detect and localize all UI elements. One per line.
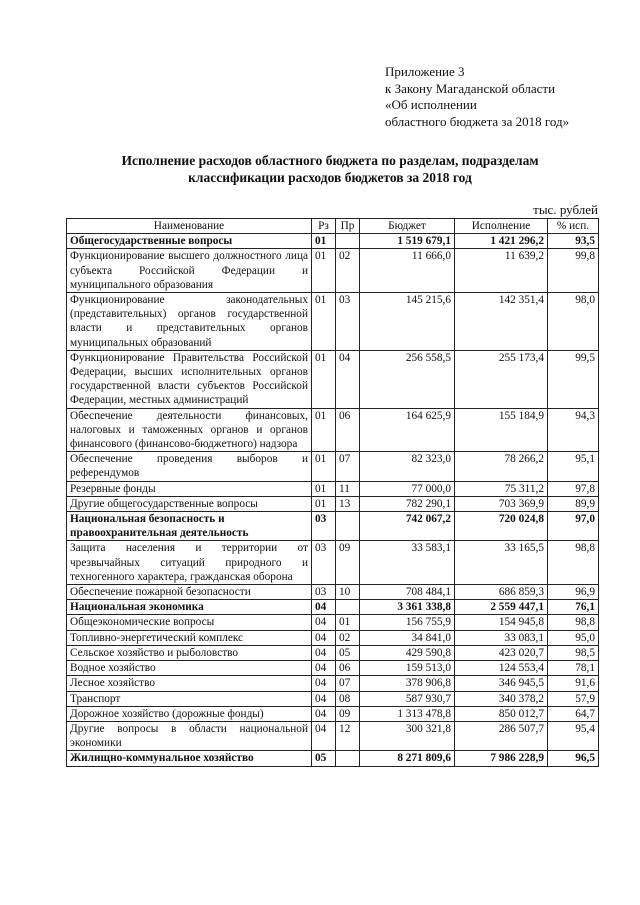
table-row <box>67 645 599 660</box>
row-budget-value: 164 625,9 <box>360 408 455 452</box>
row-section-code: 04 <box>312 615 336 630</box>
table-row <box>67 615 599 630</box>
row-section-code: 04 <box>312 706 336 721</box>
table-row <box>67 249 599 293</box>
row-execution-value: 11 639,2 <box>455 249 548 293</box>
row-subsection-code: 07 <box>336 676 360 691</box>
row-percent-value: 91,6 <box>548 676 599 691</box>
row-section-code: 04 <box>312 645 336 660</box>
row-execution-value: 255 173,4 <box>455 350 548 408</box>
row-subsection-code <box>336 751 360 766</box>
row-subsection-code: 02 <box>336 249 360 293</box>
row-execution-value: 78 266,2 <box>455 452 548 481</box>
table-row <box>67 691 599 706</box>
row-name: Другие общегосударственные вопросы <box>67 496 312 511</box>
annex-line: Приложение 3 <box>385 64 465 79</box>
table-row <box>67 751 599 766</box>
row-budget-value: 256 558,5 <box>360 350 455 408</box>
row-section-code: 04 <box>312 721 336 750</box>
row-percent-value: 78,1 <box>548 661 599 676</box>
row-percent-value: 76,1 <box>548 600 599 615</box>
row-section-code: 04 <box>312 600 336 615</box>
row-budget-value: 587 930,7 <box>360 691 455 706</box>
row-name: Топливно-энергетический комплекс <box>67 630 312 645</box>
row-budget-value: 11 666,0 <box>360 249 455 293</box>
budget-table <box>66 218 599 767</box>
row-execution-value: 33 083,1 <box>455 630 548 645</box>
row-budget-value: 156 755,9 <box>360 615 455 630</box>
row-budget-value: 3 361 338,8 <box>360 600 455 615</box>
row-subsection-code: 12 <box>336 721 360 750</box>
row-execution-value: 423 020,7 <box>455 645 548 660</box>
header-rz: Рз <box>312 219 336 234</box>
row-execution-value: 142 351,4 <box>455 293 548 351</box>
row-name: Обеспечение деятельности финансовых, налоговых и таможенных органов и органов финансового (финансово-бюджетного) надзора <box>67 408 312 452</box>
row-budget-value: 33 583,1 <box>360 541 455 585</box>
row-name: Обеспечение проведения выборов и референдумов <box>67 452 312 481</box>
row-subsection-code: 09 <box>336 706 360 721</box>
row-percent-value: 98,0 <box>548 293 599 351</box>
header-execution: Исполнение <box>455 219 548 234</box>
row-name: Национальная безопасность и правоохранительная деятельность <box>67 512 312 541</box>
row-budget-value: 708 484,1 <box>360 585 455 600</box>
row-name: Национальная экономика <box>67 600 312 615</box>
row-name: Водное хозяйство <box>67 661 312 676</box>
row-section-code: 01 <box>312 293 336 351</box>
row-name: Транспорт <box>67 691 312 706</box>
row-name: Другие вопросы в области национальной экономики <box>67 721 312 750</box>
row-execution-value: 346 945,5 <box>455 676 548 691</box>
row-execution-value: 154 945,8 <box>455 615 548 630</box>
annex-line: областного бюджета за 2018 год» <box>385 113 570 129</box>
row-percent-value: 97,8 <box>548 481 599 496</box>
row-percent-value: 98,8 <box>548 615 599 630</box>
table-row <box>67 600 599 615</box>
row-budget-value: 8 271 809,6 <box>360 751 455 766</box>
row-percent-value: 97,0 <box>548 512 599 541</box>
table-row <box>67 721 599 750</box>
row-execution-value: 686 859,3 <box>455 585 548 600</box>
row-execution-value: 720 024,8 <box>455 512 548 541</box>
row-percent-value: 95,0 <box>548 630 599 645</box>
row-subsection-code: 02 <box>336 630 360 645</box>
row-budget-value: 34 841,0 <box>360 630 455 645</box>
row-percent-value: 89,9 <box>548 496 599 511</box>
row-section-code: 01 <box>312 452 336 481</box>
title-line: классификации расходов бюджетов за 2018 год <box>188 170 472 185</box>
document-title <box>60 152 600 186</box>
row-subsection-code: 09 <box>336 541 360 585</box>
row-percent-value: 98,8 <box>548 541 599 585</box>
header-name: Наименование <box>67 219 312 234</box>
table-body <box>67 234 599 766</box>
row-percent-value: 99,5 <box>548 350 599 408</box>
row-subsection-code: 13 <box>336 496 360 511</box>
row-name: Дорожное хозяйство (дорожные фонды) <box>67 706 312 721</box>
table-row <box>67 496 599 511</box>
row-name: Функционирование Правительства Российской Федерации, высших исполнительных органов государственной власти субъектов Российской Федерации, местных администраций <box>67 350 312 408</box>
row-subsection-code: 07 <box>336 452 360 481</box>
row-execution-value: 75 311,2 <box>455 481 548 496</box>
table-row <box>67 585 599 600</box>
row-execution-value: 155 184,9 <box>455 408 548 452</box>
row-budget-value: 782 290,1 <box>360 496 455 511</box>
row-section-code: 04 <box>312 661 336 676</box>
row-subsection-code <box>336 234 360 249</box>
row-subsection-code: 04 <box>336 350 360 408</box>
row-section-code: 01 <box>312 408 336 452</box>
row-section-code: 01 <box>312 234 336 249</box>
row-execution-value: 7 986 228,9 <box>455 751 548 766</box>
table-row <box>67 676 599 691</box>
table-row <box>67 481 599 496</box>
row-subsection-code <box>336 600 360 615</box>
annex-line: к Закону Магаданской области <box>385 80 556 96</box>
row-budget-value: 145 215,6 <box>360 293 455 351</box>
row-name: Сельское хозяйство и рыболовство <box>67 645 312 660</box>
header-budget: Бюджет <box>360 219 455 234</box>
row-execution-value: 124 553,4 <box>455 661 548 676</box>
row-execution-value: 703 369,9 <box>455 496 548 511</box>
row-section-code: 01 <box>312 496 336 511</box>
row-percent-value: 57,9 <box>548 691 599 706</box>
row-name: Функционирование законодательных (представительных) органов государственной власти и представительных органов муниципальных образований <box>67 293 312 351</box>
row-percent-value: 99,8 <box>548 249 599 293</box>
table-header-row <box>67 219 599 234</box>
table-row <box>67 408 599 452</box>
row-subsection-code: 10 <box>336 585 360 600</box>
table-row <box>67 706 599 721</box>
row-budget-value: 82 323,0 <box>360 452 455 481</box>
row-name: Резервные фонды <box>67 481 312 496</box>
row-budget-value: 1 313 478,8 <box>360 706 455 721</box>
row-name: Общеэкономические вопросы <box>67 615 312 630</box>
row-execution-value: 340 378,2 <box>455 691 548 706</box>
row-section-code: 04 <box>312 691 336 706</box>
row-section-code: 03 <box>312 512 336 541</box>
row-percent-value: 98,5 <box>548 645 599 660</box>
row-percent-value: 95,1 <box>548 452 599 481</box>
row-section-code: 03 <box>312 585 336 600</box>
row-subsection-code: 05 <box>336 645 360 660</box>
row-subsection-code <box>336 512 360 541</box>
row-budget-value: 742 067,2 <box>360 512 455 541</box>
row-percent-value: 96,9 <box>548 585 599 600</box>
row-name: Защита населения и территории от чрезвычайных ситуаций природного и техногенного характера, гражданская оборона <box>67 541 312 585</box>
table-row <box>67 452 599 481</box>
row-name: Жилищно-коммунальное хозяйство <box>67 751 312 766</box>
table-row <box>67 661 599 676</box>
row-section-code: 05 <box>312 751 336 766</box>
annex-block <box>385 64 569 130</box>
table-row <box>67 350 599 408</box>
row-subsection-code: 01 <box>336 615 360 630</box>
row-name: Общегосударственные вопросы <box>67 234 312 249</box>
row-subsection-code: 06 <box>336 661 360 676</box>
row-section-code: 04 <box>312 676 336 691</box>
row-execution-value: 286 507,7 <box>455 721 548 750</box>
row-budget-value: 77 000,0 <box>360 481 455 496</box>
row-percent-value: 93,5 <box>548 234 599 249</box>
row-percent-value: 64,7 <box>548 706 599 721</box>
table-row <box>67 512 599 541</box>
row-budget-value: 378 906,8 <box>360 676 455 691</box>
row-budget-value: 1 519 679,1 <box>360 234 455 249</box>
row-percent-value: 94,3 <box>548 408 599 452</box>
row-subsection-code: 11 <box>336 481 360 496</box>
row-budget-value: 300 321,8 <box>360 721 455 750</box>
row-percent-value: 95,4 <box>548 721 599 750</box>
row-percent-value: 96,5 <box>548 751 599 766</box>
table-row <box>67 630 599 645</box>
row-budget-value: 429 590,8 <box>360 645 455 660</box>
row-section-code: 01 <box>312 481 336 496</box>
row-subsection-code: 06 <box>336 408 360 452</box>
row-budget-value: 159 513,0 <box>360 661 455 676</box>
row-subsection-code: 03 <box>336 293 360 351</box>
row-section-code: 01 <box>312 350 336 408</box>
row-execution-value: 1 421 296,2 <box>455 234 548 249</box>
row-execution-value: 2 559 447,1 <box>455 600 548 615</box>
title-line: Исполнение расходов областного бюджета по разделам, подразделам <box>121 153 539 168</box>
row-name: Лесное хозяйство <box>67 676 312 691</box>
row-section-code: 01 <box>312 249 336 293</box>
table-row <box>67 234 599 249</box>
table-row <box>67 541 599 585</box>
annex-line: «Об исполнении <box>385 97 477 112</box>
row-execution-value: 33 165,5 <box>455 541 548 585</box>
row-name: Функционирование высшего должностного лица субъекта Российской Федерации и муниципального образования <box>67 249 312 293</box>
header-pr: Пр <box>336 219 360 234</box>
table-row <box>67 293 599 351</box>
units-label: тыс. рублей <box>533 202 598 217</box>
header-percent: % исп. <box>548 219 599 234</box>
row-execution-value: 850 012,7 <box>455 706 548 721</box>
row-name: Обеспечение пожарной безопасности <box>67 585 312 600</box>
row-section-code: 03 <box>312 541 336 585</box>
row-subsection-code: 08 <box>336 691 360 706</box>
row-section-code: 04 <box>312 630 336 645</box>
